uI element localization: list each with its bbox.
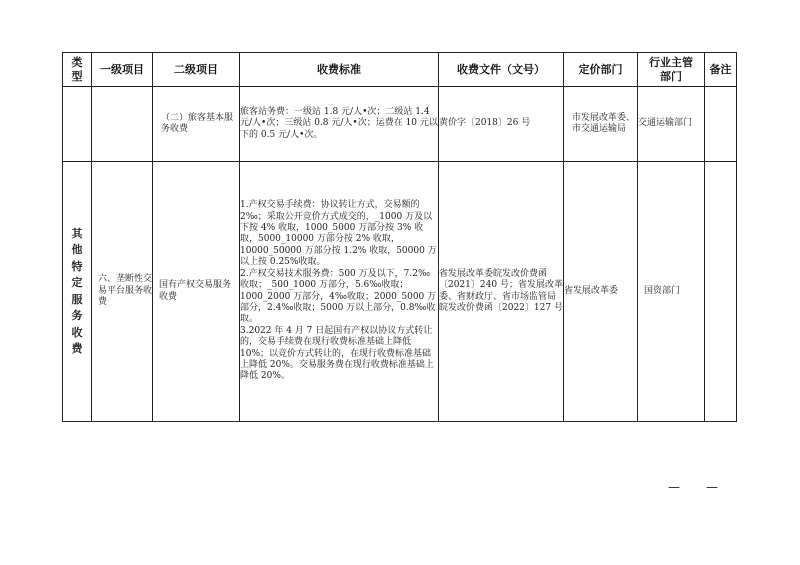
cell-document: 黄价字〔2018〕26 号 [439,87,564,162]
header-document: 收费文件（文号） [439,53,564,87]
standard-line: 1.产权交易手续费：协议转让方式，交易额的 2‰；采取公开竞价方式成交的，_1000 万及以下按 4% 收取，1000_5000 万部分按 3% 收取，5000_10000 万部分按 2% 收取，10000_50000 万部分按 1.2% 收取，50000 万以上按 0.25%收取。 [240,200,437,268]
header-level2: 二级项目 [153,53,240,87]
cell-industry-dept: 交通运输部门 [638,87,705,162]
cell-standard [240,162,439,422]
cell-level1 [92,87,153,162]
cell-standard: 旅客站务费：一级站 1.8 元/人•次；二级站 1.4 元/人•次；三级站 0.8 元/人•次；运费在 10 元以下的 0.5 元/人•次。 [240,87,439,162]
table-row [63,87,737,162]
cell-pricing-dept: 省发展改革委 [564,162,638,422]
cell-level2: 国有产权交易服务收费 [153,162,240,422]
page-dash-right: — [706,480,718,494]
header-remarks: 备注 [705,53,737,87]
fee-table [62,52,737,422]
cell-pricing-dept: 市发展改革委、市交通运输局 [564,87,638,162]
header-pricing-dept: 定价部门 [564,53,638,87]
page-dash-left: — [668,480,680,494]
cell-level2: （二）旅客基本服务收费 [153,87,240,162]
header-type: 类型 [63,53,92,87]
header-level1: 一级项目 [92,53,153,87]
header-standard: 收费标准 [240,53,439,87]
cell-remarks [705,87,737,162]
cell-document: 省发展改革委皖发改价费函〔2021〕240 号；省发展改革委、省财政厅、省市场监管局皖发改价费函〔2022〕127 号 [439,162,564,422]
header-industry-dept: 行业主管部门 [638,53,705,87]
cell-type: 其他特定服务收费 [63,162,92,422]
standard-line: 2.产权交易技术服务费：500 万及以下，7.2‰收取；_500_1000 万部分，5.6‰收取；1000_2000 万部分，4‰收取；2000_5000 万部分，2.4‰收取；5000 万以上部分，0.8‰收取。 [240,268,437,325]
header-row [63,53,737,87]
standard-line: 3.2022 年 4 月 7 日起国有产权以协议方式转让的，交易手续费在现行收费标准基础上降低 10%；以竞价方式转让的，在现行收费标准基础上降低 20%。交易服务费在现行收费标准基础上降低 20%。 [240,325,434,382]
cell-remarks [705,162,737,422]
cell-type [63,87,92,162]
cell-level1: 六、垄断性交易平台服务收费 [92,162,153,422]
cell-industry-dept: 国资部门 [638,162,705,422]
table-row [63,162,737,422]
